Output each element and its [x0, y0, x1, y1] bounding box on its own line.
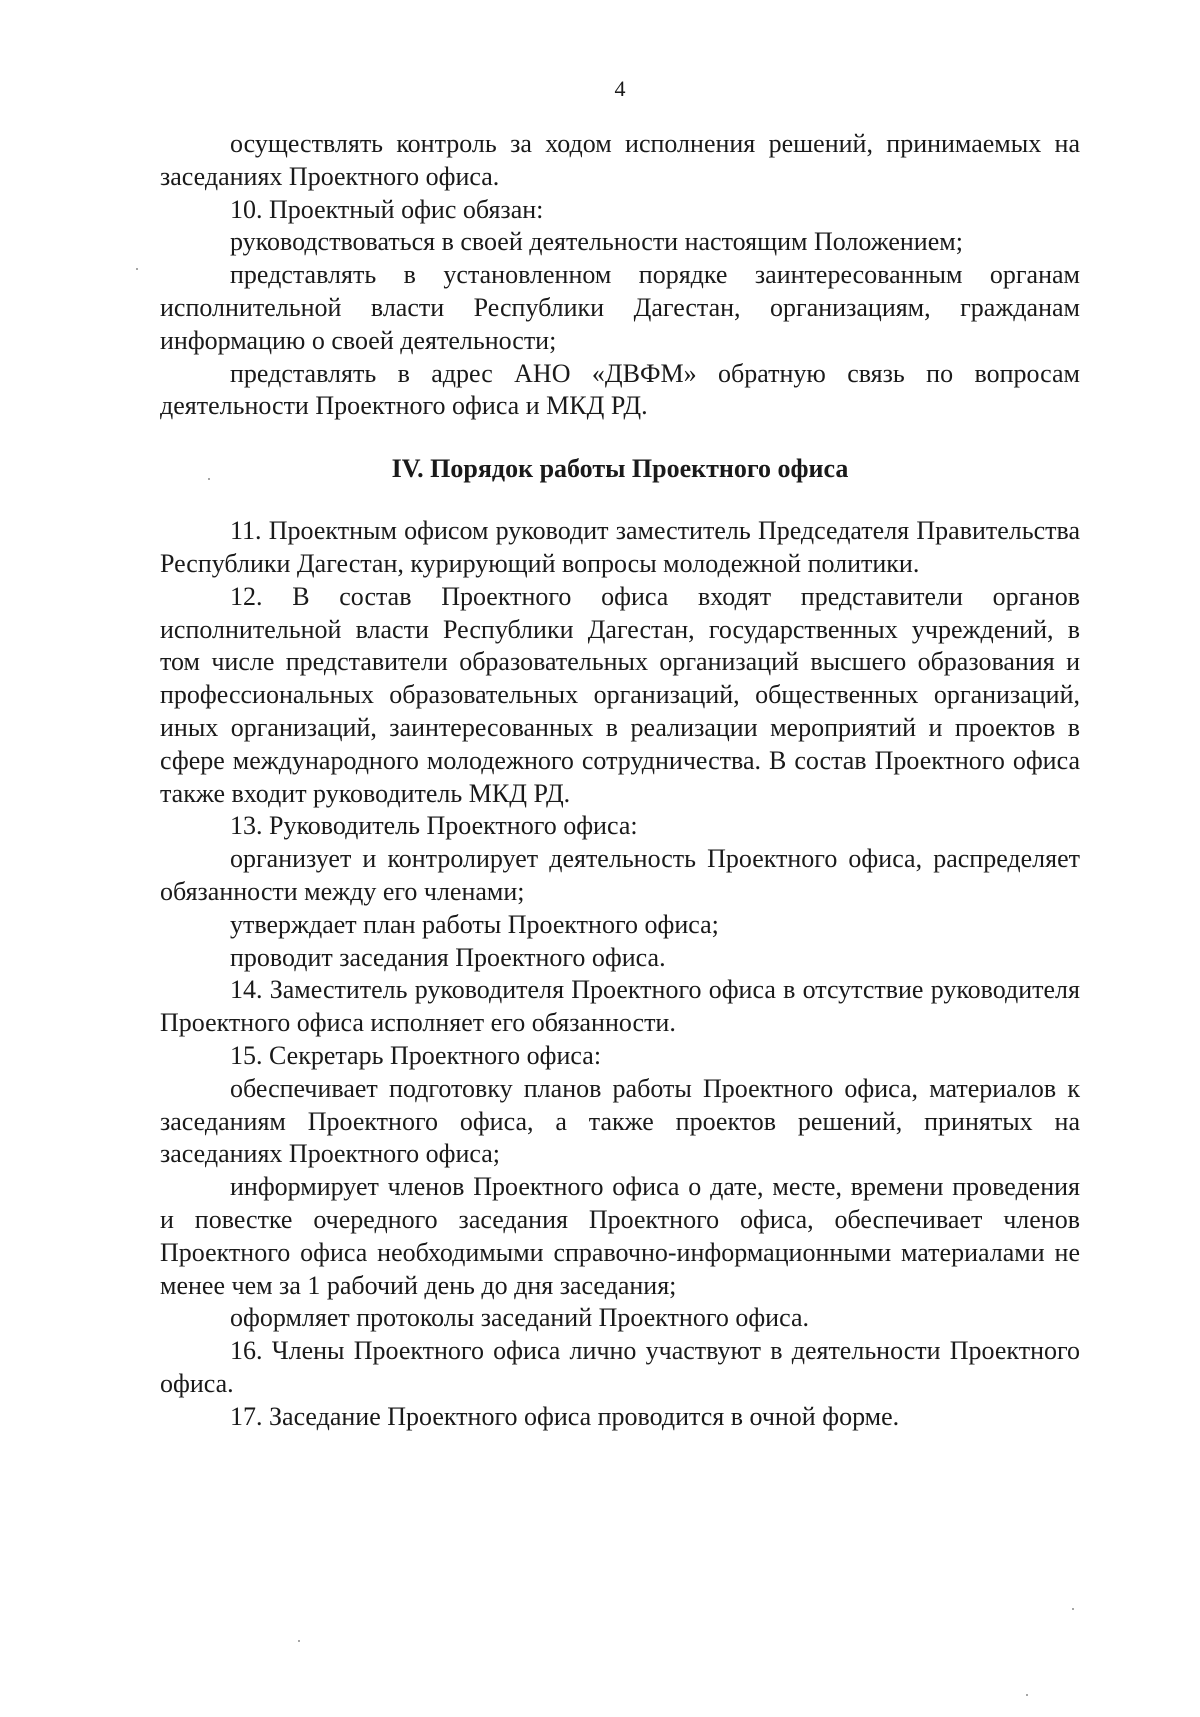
scan-speck — [136, 268, 138, 270]
paragraph: информирует членов Проектного офиса о дате, месте, времени проведения и повестке очередного заседания Проектного офиса, обеспечивает членов Проектного офиса необходимыми справочно-информационными материалами не менее чем за 1 рабочий день до дня заседания; — [160, 1172, 1080, 1300]
scan-speck — [1026, 1694, 1028, 1696]
paragraph: 17. Заседание Проектного офиса проводится в очной форме. — [230, 1401, 900, 1431]
paragraph: 13. Руководитель Проектного офиса: — [230, 811, 638, 841]
scan-speck — [1072, 1608, 1074, 1610]
paragraph: организует и контролирует деятельность Проектного офиса, распределяет обязанности между его членами; — [160, 844, 1080, 906]
paragraph: 15. Секретарь Проектного офиса: — [230, 1040, 602, 1070]
paragraph: 12. В состав Проектного офиса входят представители органов исполнительной власти Республики Дагестан, государственных учреждений, в том числе представители образовательных организаций высшего образования и профессиональных образовательных организаций, общественных организаций, иных организаций, заинтересованных в реализации мероприятий и проектов в сфере международного молодежного сотрудничества. В состав Проектного офиса также входит руководитель МКД РД. — [160, 581, 1080, 808]
paragraph: утверждает план работы Проектного офиса; — [230, 909, 719, 939]
scan-speck — [208, 478, 210, 480]
paragraph: оформляет протоколы заседаний Проектного офиса. — [230, 1303, 809, 1333]
paragraph: 11. Проектным офисом руководит заместитель Председателя Правительства Республики Дагестан, курирующий вопросы молодежной политики. — [160, 516, 1080, 578]
scan-speck — [298, 1640, 300, 1642]
paragraph: проводит заседания Проектного офиса. — [230, 942, 666, 972]
page-number: 4 — [614, 76, 626, 101]
paragraph: 14. Заместитель руководителя Проектного офиса в отсутствие руководителя Проектного офиса исполняет его обязанности. — [160, 975, 1080, 1038]
paragraph: представлять в адрес АНО «ДВФМ» обратную связь по вопросам деятельности Проектного офиса и МКД РД. — [160, 358, 1080, 421]
paragraph: 16. Члены Проектного офиса лично участвуют в деятельности Проектного офиса. — [160, 1336, 1080, 1398]
paragraph: 10. Проектный офис обязан: — [230, 194, 544, 224]
paragraph: осуществлять контроль за ходом исполнения решений, принимаемых на заседаниях Проектного офиса. — [160, 129, 1080, 191]
section-heading: IV. Порядок работы Проектного офиса — [391, 454, 849, 484]
paragraph: обеспечивает подготовку планов работы Проектного офиса, материалов к заседаниям Проектного офиса, а также проектов решений, принятых на заседаниях Проектного офиса; — [160, 1073, 1080, 1169]
paragraph: представлять в установленном порядке заинтересованным органам исполнительной власти Республики Дагестан, организациям, гражданам информацию о своей деятельности; — [160, 260, 1080, 355]
document-body — [160, 128, 1080, 1433]
paragraph: руководствоваться в своей деятельности настоящим Положением; — [230, 227, 963, 257]
